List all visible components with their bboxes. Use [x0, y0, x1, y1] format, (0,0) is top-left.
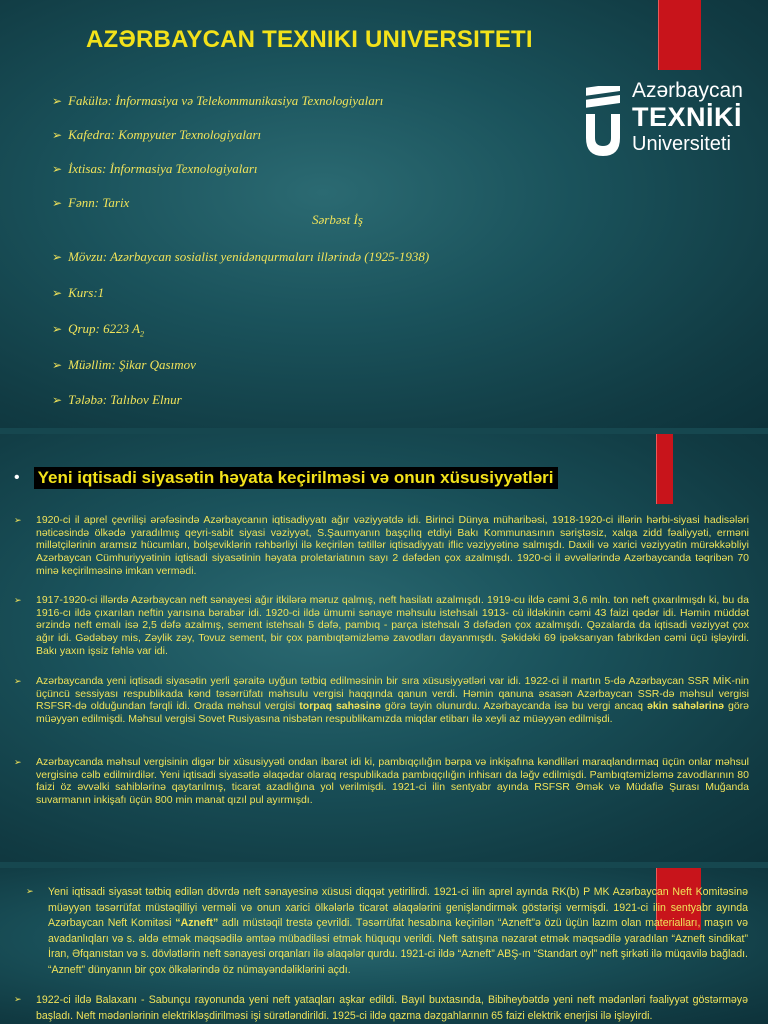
paragraph-6: ➢ 1922-ci ildə Balaxanı - Sabunçu rayonunda yeni neft yataqları aşkar edildi. Bayıl buxtasında, Bibiheybətdə yeni neft mədənləri fəaliyyət göstərməyə başladı. Neft mədənlərinin elektrikləşdirilməsi işi sürətləndirildi. 1925-ci ildə qazma dəzgahlarının 65 faizi elektrik enerjisi ilə işləyirdi.	[14, 993, 748, 1024]
arrow-bullet-icon: ➢	[14, 994, 22, 1004]
paragraph-4: ➢ Azərbaycanda məhsul vergisinin digər bir xüsusiyyəti ondan ibarət idi ki, pambıqçılığın bərpa və inkişafına kəndliləri maraqlandırmaq üçün onlar məhsul vergisinə cəlb edilmirdilər. Yeni iqtisadi siyasətlə əlaqədar olaraq respublikada pambıqçılığın inhisarı da ləğv edilmişdi. Pambıqtəmizləmə zavodlarının 80 faizi öz əvvəlki sahiblərinə qaytarılmış, ticarət azadlığına yol verilmişdi. 1921-ci ilin sentyabr ayında RSFSR Əmək və Müdafiə Şurası Muğanda suvarmanın inkişafı üçün 800 min manat qızıl pul ayırmışdı.	[14, 756, 749, 807]
work-type-label: Sərbəst İş	[312, 212, 363, 227]
info-faculty: ➢ Fakültə: İnformasiya və Telekommunikasiya Texnologiyaları	[52, 93, 384, 108]
arrow-bullet-icon: ➢	[52, 196, 63, 210]
paragraph-1: ➢ 1920-ci il aprel çevrilişi ərəfəsində Azərbaycanın iqtisadiyyatı ağır vəziyyətdə idi. Birinci Dünya müharibəsi, 1918-1920-ci illərin hərbi-siyasi hadisələri nəticəsində ölkədə yaradılmış qeyri-sabit siyasi vəziyyət, S.Şaumyanın başçılıq etdiyi Bakı Kommunasının səriştəsiz, xalqa zidd fəaliyyəti, erməni millətçilərinin aramsız hücumları, bolşeviklərin rəhbərliyi ilə keçirilən tətillər iqtisadiyyatı iflic vəziyyətinə salmışdı. Daxili və xarici vəziyyətin mürəkkəbliyi Azərbaycan Cümhuriyyətinin iqtisadi siyasətinin həyata proletariatının sayı 2 dəfədən çox azalmışdı. 1920-ci il əvvəllərində Azərbaycanda təqribən 70 minə keçirilməsinə imkan vermədi.	[14, 514, 749, 577]
logo-line-1: Azərbaycan	[632, 79, 743, 102]
arrow-bullet-icon: ➢	[52, 162, 63, 176]
logo-line-3: Universiteti	[632, 133, 731, 155]
slide-title	[0, 0, 768, 428]
logo-u-icon	[584, 86, 622, 158]
arrow-bullet-icon: ➢	[26, 886, 34, 896]
logo-line-2: TEXNİKİ	[632, 102, 743, 132]
arrow-bullet-icon: ➢	[14, 757, 22, 767]
university-title: AZƏRBAYCAN TEXNIKI UNIVERSITETI	[86, 26, 533, 53]
paragraph-3: ➢ Azərbaycanda yeni iqtisadi siyasətin yerli şəraitə uyğun tətbiq edilməsinin bir sıra xüsusiyyətləri var idi. 1922-ci il martın 5-də Azərbaycan SSR MİK-nin üçüncü sessiyası respublikada kənd təsərrüfatı məhsulu vergisi haqqında qanun verdi. Həmin qanuna əsasən Azərbaycan SSR-də məhsul vergisi RSFSR-də olduğundan fərqli idi. Orada məhsul vergisi torpaq sahəsinə görə təyin olunurdu. Azərbaycanda isə bu vergi ancaq əkin sahələrinə görə müəyyən edilmişdi. Məhsul vergisi Sovet Rusiyasına nisbətən respublikamızda miqdar etibarı ilə xeyli az müəyyən edilmişdi.	[14, 675, 749, 726]
arrow-bullet-icon: ➢	[52, 322, 63, 336]
red-accent-bar	[658, 0, 701, 70]
arrow-bullet-icon: ➢	[52, 94, 63, 108]
arrow-bullet-icon: ➢	[14, 676, 22, 686]
info-topic: ➢ Mövzu: Azərbaycan sosialist yenidənqurmaları illərində (1925-1938)	[52, 249, 430, 264]
arrow-bullet-icon: ➢	[52, 128, 63, 142]
university-logo	[584, 78, 759, 164]
info-teacher: ➢ Müəllim: Şikar Qasımov	[52, 357, 196, 372]
heading-text: Yeni iqtisadi siyasətin həyata keçirilməsi və onun xüsusiyyətləri	[34, 467, 558, 489]
bullet-dot-icon: •	[14, 469, 20, 486]
paragraph-2: ➢ 1917-1920-ci illərdə Azərbaycan neft sənayesi ağır itkilərə məruz qalmış, neft hasilatı azalmışdı. 1919-cu ildə cəmi 3,6 mln. ton neft çıxarılmışdı ki, bu da 1916-cı ildə çıxarılan neftin yarısına bərabər idi. 1920-ci ildə ümumi sənaye məhsulu istehsalı 1913- cü ildəkinin cəmi 43 faizi qədər idi. Həmin müddət ərzində neft emalı isə 2,5 dəfə azalmış, sement istehsalı 5 dəfə, pambıq - parça istehsalı 3 dəfədən çox azalmışdı. Qəzalarda da iqtisadi vəziyyət çox ağır idi. Gədəbəy mis, Zəylik zəy, Tovuz sement, bir çox pambıqtəmizləmə zavodları dayanmışdı. Şəkidəki 69 ipəksarıyan fabrikdən cəmi üçü işləyirdi. Bakı yaxın işsiz fəhlə var idi.	[14, 594, 749, 657]
paragraph-5: ➢ Yeni iqtisadi siyasət tətbiq edilən dövrdə neft sənayesinə xüsusi diqqət yetirilirdi. 1921-ci ilin aprel ayında RK(b) P MK Azərbaycan Neft Komitəsinə müəyyən təsərrüfat müstəqilliyi verməli və onun xarici ölkələrlə ticarət əlaqələrini genişləndirmək göstərişi vermişdi. 1921-ci ilin sentyabr ayında Azərbaycan Neft Komitəsi “Azneft” adlı müstəqil trestə çevrildi. Təsərrüfat hesabına keçirilən “Azneft”ə özü üçün lazım olan materialları, maşın və avadanlıqları və s. əldə etmək məqsədilə əmtəə mübadiləsi etmək hüququ verildi. Neft satışına nəzarət etmək məqsədilə yaradılan “Azneft sindikat” İran, Əfqanıstan və s. dövlətlərin neft sənayesi orqanları ilə əlaqələr qurdu. 1921-ci ildə “Azneft” ABŞ-ın “Standart oyl” neft şirkəti ilə müqavilə bağladı. “Azneft” dünyanın bir çox ölkələrində öz nümayəndəliklərini açdı.	[26, 885, 748, 979]
info-specialty: ➢ İxtisas: İnformasiya Texnologiyaları	[52, 161, 258, 176]
arrow-bullet-icon: ➢	[52, 286, 63, 300]
arrow-bullet-icon: ➢	[14, 595, 22, 605]
info-subject: ➢ Fənn: Tarix	[52, 195, 130, 210]
arrow-bullet-icon: ➢	[52, 250, 63, 264]
info-student: ➢ Tələbə: Talıbov Elnur	[52, 392, 182, 407]
section-heading	[14, 467, 558, 489]
info-group: ➢ Qrup: 6223 $A_2$	[52, 321, 145, 339]
info-department: ➢ Kafedra: Kompyuter Texnologiyaları	[52, 127, 262, 142]
red-accent-bar	[656, 434, 673, 504]
arrow-bullet-icon: ➢	[14, 515, 22, 525]
arrow-bullet-icon: ➢	[52, 393, 63, 407]
arrow-bullet-icon: ➢	[52, 358, 63, 372]
info-course: ➢ Kurs:1	[52, 285, 105, 300]
